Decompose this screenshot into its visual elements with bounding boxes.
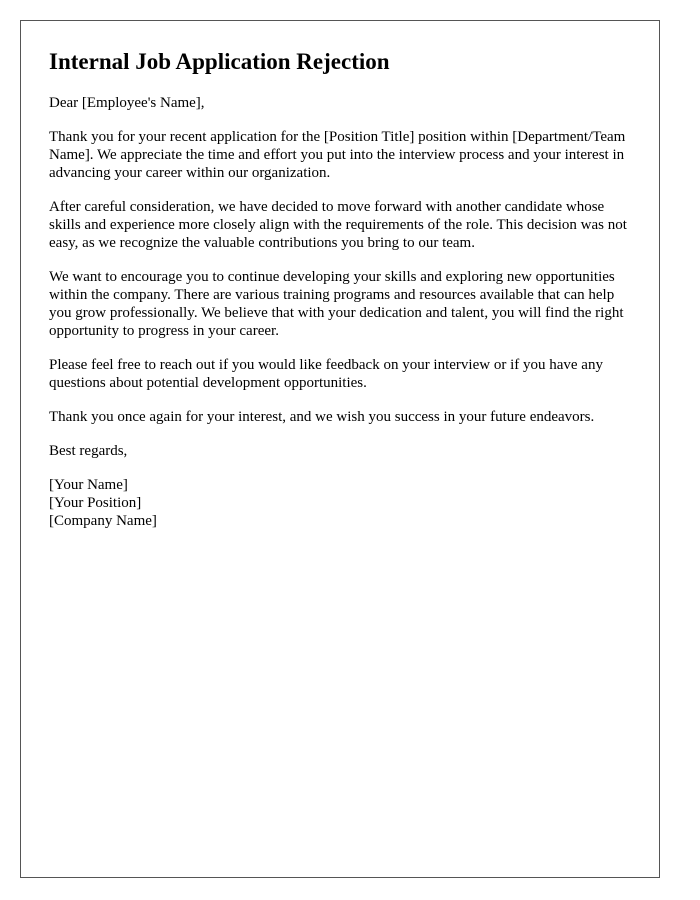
signature-block bbox=[49, 476, 631, 530]
letter-title: Internal Job Application Rejection bbox=[49, 49, 390, 74]
paragraph-decision: After careful consideration, we have decided to move forward with another candidate whose skills and experience more closely align with the requirements of the role. This decision was not easy, as we recognize the valuable contributions you bring to our team. bbox=[49, 199, 627, 251]
signature-name: [Your Name] bbox=[49, 477, 128, 493]
signature-position: [Your Position] bbox=[49, 495, 142, 511]
salutation: Dear [Employee's Name], bbox=[49, 95, 205, 111]
signature-company: [Company Name] bbox=[49, 513, 157, 529]
letter-page bbox=[20, 20, 660, 878]
paragraph-closing-thanks: Thank you once again for your interest, and we wish you success in your future endeavors. bbox=[49, 409, 595, 425]
paragraph-application-thanks: Thank you for your recent application for the [Position Title] position within [Department/Team Name]. We appreciate the time and effort you put into the interview process and your interest in advancing your career within our organization. bbox=[49, 129, 626, 181]
closing: Best regards, bbox=[49, 443, 128, 459]
paragraph-encouragement: We want to encourage you to continue developing your skills and exploring new opportunities within the company. There are various training programs and resources available that can help you grow professionally. We believe that with your dedication and talent, you will find the right opportunity to progress in your career. bbox=[49, 269, 624, 339]
paragraph-feedback-offer: Please feel free to reach out if you would like feedback on your interview or if you have any questions about potential development opportunities. bbox=[49, 357, 603, 391]
